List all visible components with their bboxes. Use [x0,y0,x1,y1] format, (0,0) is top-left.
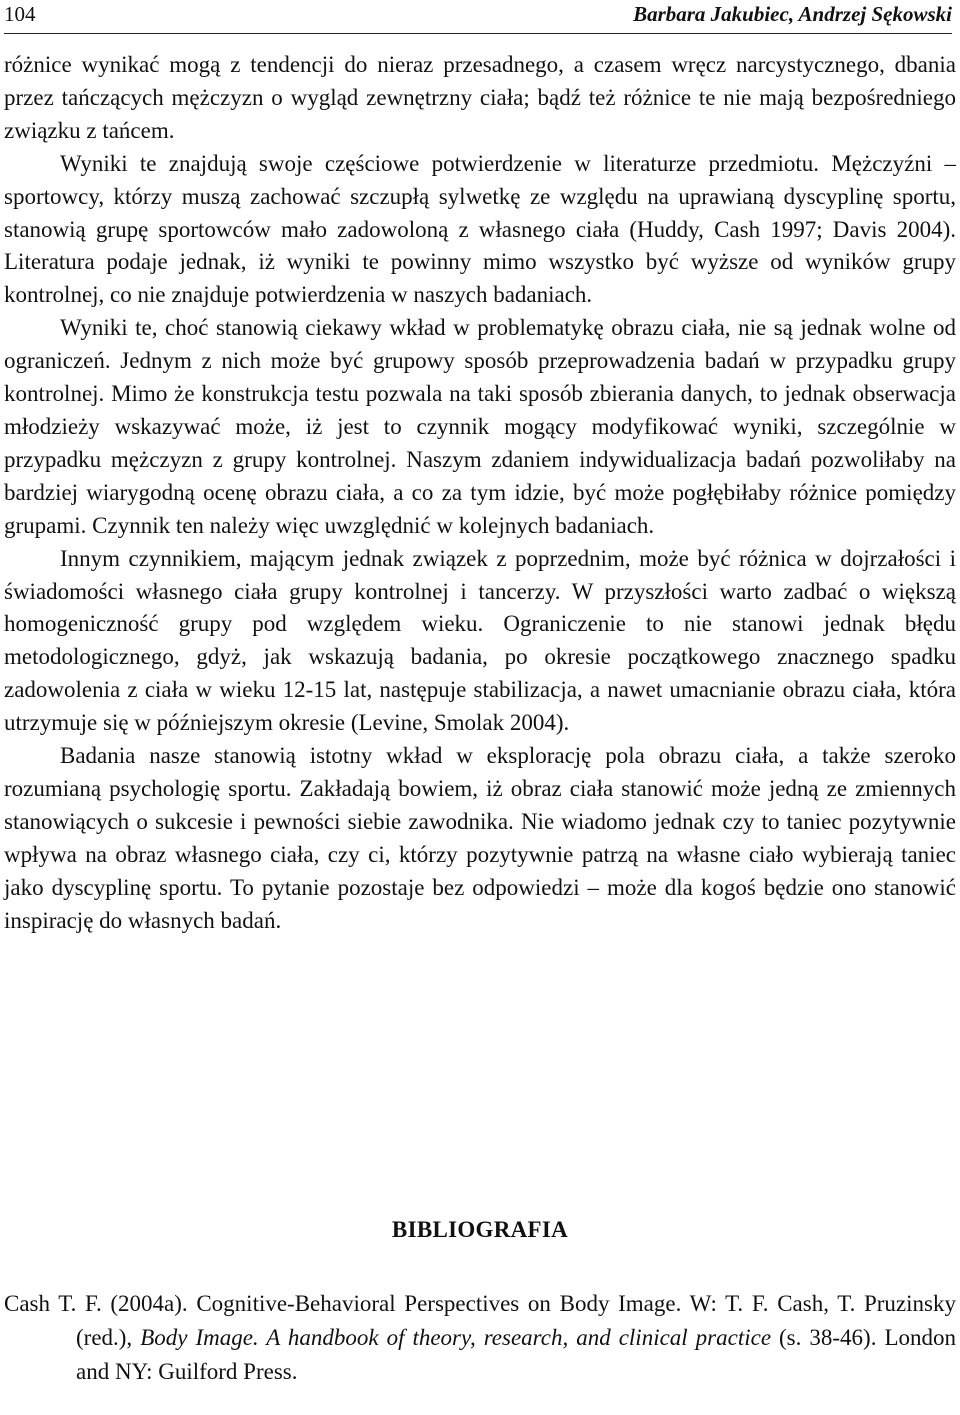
running-header [4,0,952,34]
paragraph-3: Wyniki te, choć stanowią ciekawy wkład w problematykę obrazu ciała, nie są jednak wolne od ograniczeń. Jednym z nich może być grupowy sposób przeprowadzenia badań w przypadku grupy kontrolnej. Mimo że konstrukcja testu pozwala na taki sposób zbierania danych, to jednak obserwacja młodzieży wskazywać może, iż jest to czynnik mogący modyfikować wyniki, szczególnie w przypadku mężczyzn z grupy kontrolnej. Naszym zdaniem indywidualizacja badań pozwoliłaby na bardziej wiarygodną ocenę obrazu ciała, a co za tym idzie, być może pogłębiłaby różnice pomiędzy grupami. Czynnik ten należy więc uwzględnić w kolejnych badaniach. [4,315,956,538]
page-number: 104 [4,2,36,26]
bibliography-entry [4,1287,956,1389]
bibliography-entry-book-title: Body Image. A handbook of theory, research, and clinical practice [140,1325,772,1350]
bibliography-heading: BIBLIOGRAFIA [391,1217,569,1242]
bibliography-entry-lead: Cash T. F. (2004a). Cognitive-Behavioral Perspectives on Body Image. W: T. F. Cash, T. Pruzinsky (red.), [4,1291,956,1350]
running-header-authors: Barbara Jakubiec, Andrzej Sękowski [633,2,952,26]
bibliography-entry-tail: (s. 38-46). London and NY: Guilford Press. [76,1325,956,1384]
paragraph-2: Wyniki te znajdują swoje częściowe potwierdzenie w literaturze przedmiotu. Mężczyźni – sportowcy, którzy muszą zachować szczupłą sylwetkę ze względu na uprawianą dyscyplinę sportu, stanowią grupę sportowców mało zadowoloną z własnego ciała (Huddy, Cash 1997; Davis 2004). Literatura podaje jednak, iż wyniki te powinny mimo wszystko być wyższe od wyników grupy kontrolnej, co nie znajduje potwierdzenia w naszych badaniach. [4,150,956,308]
paragraph-1: różnice wynikać mogą z tendencji do nieraz przesadnego, a czasem wręcz narcystycznego, dbania przez tańczących mężczyzn o wygląd zewnętrzny ciała; bądź też różnice te nie mają bezpośredniego związku z tańcem. [4,52,956,143]
paragraph-5: Badania nasze stanowią istotny wkład w eksplorację pola obrazu ciała, a także szeroko rozumianą psychologię sportu. Zakładają bowiem, iż obraz ciała stanowić może jedną ze zmiennych stanowiących o sukcesie i pewności siebie zawodnika. Nie wiadomo jednak czy to taniec pozytywnie wpływa na obraz własnego ciała, czy ci, którzy pozytywnie patrzą na własne ciało wybierają taniec jako dyscyplinę sportu. To pytanie pozostaje bez odpowiedzi – może dla kogoś będzie ono stanowić inspirację do własnych badań. [4,743,956,933]
body-text [4,49,956,937]
paragraph-4: Innym czynnikiem, mającym jednak związek z poprzednim, może być różnica w dojrzałości i świadomości własnego ciała grupy kontrolnej i tancerzy. W przyszłości warto zadbać o większą homogeniczność grupy pod względem wieku. Ograniczenie to nie stanowi jednak błędu metodologicznego, gdyż, jak wskazują badania, po okresie początkowego znacznego spadku zadowolenia z ciała w wieku 12-15 lat, następuje stabilizacja, a nawet umacnianie obrazu ciała, która utrzymuje się w późniejszym okresie (Levine, Smolak 2004). [4,545,956,736]
